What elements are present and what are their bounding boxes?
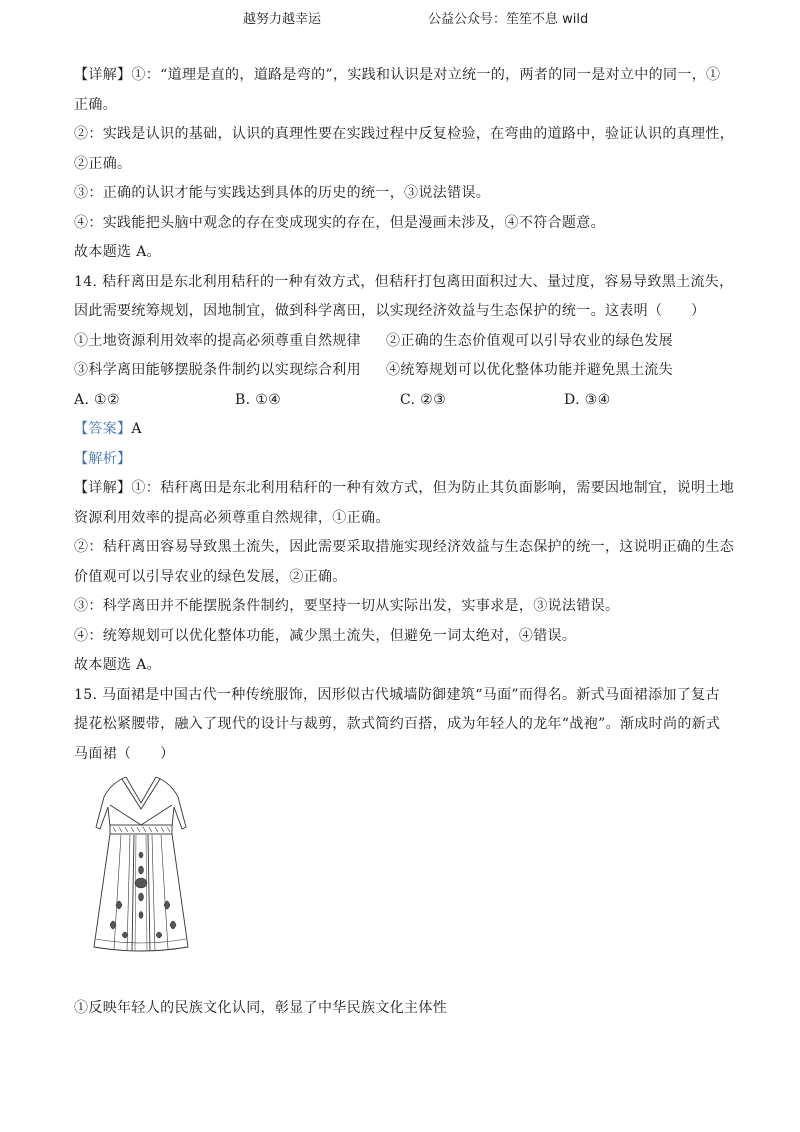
q13-detail-line: 正确。 bbox=[74, 96, 118, 113]
q14-analysis bbox=[74, 445, 734, 475]
q13-detail-line: ②正确。 bbox=[74, 155, 132, 172]
q14-answer bbox=[74, 415, 734, 445]
header-slogan: 越努力越幸运 bbox=[243, 12, 322, 27]
q14-option-d: D. ③④ bbox=[564, 391, 611, 408]
q14-detail-line: 资源利用效率的提高必须尊重自然规律，①正确。 bbox=[74, 509, 390, 526]
document-body bbox=[74, 61, 734, 1024]
q14-statement-2: ②正确的生态价值观可以引导农业的绿色发展 bbox=[386, 332, 673, 349]
q14-option-a: A. ①② bbox=[74, 391, 120, 408]
q13-conclusion: 故本题选 A。 bbox=[74, 244, 162, 260]
analysis-label: 【解析】 bbox=[74, 450, 132, 467]
q13-detail-line: ④：实践能把头脑中观念的存在变成现实的存在，但是漫画未涉及，④不符合题意。 bbox=[74, 214, 605, 231]
q14-statement-4: ④统筹规划可以优化整体功能并避免黑土流失 bbox=[386, 362, 673, 378]
answer-label: 【答案】 bbox=[74, 421, 132, 437]
q14-statements-row bbox=[74, 327, 734, 357]
q13-detail-line: ②：实践是认识的基础，认识的真理性要在实践过程中反复检验，在弯曲的道路中，验证认识的真理性， bbox=[74, 126, 735, 142]
q13-detail-line: ③：正确的认识才能与实践达到具体的历史的统一，③说法错误。 bbox=[74, 185, 491, 201]
mamian-skirt-illustration bbox=[74, 769, 734, 994]
q14-detail-line: 【详解】①：秸秆离田是东北利用秸秆的一种有效方式，但为防止其负面影响，需要因地制宜，说明土地 bbox=[74, 480, 735, 496]
q14-detail-line: ②：秸秆离田容易导致黑土流失，因此需要采取措施实现经济效益与生态保护的统一，这说明正确的生态 bbox=[74, 539, 735, 555]
q15-stem: 15. 马面裙是中国古代一种传统服饰，因形似古代城墙防御建筑“马面”而得名。新式马面裙添加了复古 bbox=[74, 686, 720, 703]
q14-option-b: B. ①④ bbox=[235, 391, 282, 408]
q14-statement-1: ①土地资源利用效率的提高必须尊重自然规律 bbox=[74, 332, 361, 349]
q14-option-c: C. ②③ bbox=[400, 391, 446, 408]
q14-options-row bbox=[74, 386, 734, 416]
q14-detail-line: 价值观可以引导农业的绿色发展，②正确。 bbox=[74, 568, 347, 585]
q15-stem: 马面裙（ ） bbox=[74, 745, 175, 762]
q14-stem: 14. 秸秆离田是东北利用秸秆的一种有效方式，但秸秆打包离田面积过大、量过度，容易导致黑土流失， bbox=[74, 273, 734, 290]
header-account: 公益公众号：笙笙不息 wild bbox=[428, 12, 589, 27]
q15-statement-1: ①反映年轻人的民族文化认同，彰显了中华民族文化主体性 bbox=[74, 1000, 448, 1016]
answer-value: A bbox=[131, 421, 142, 437]
q14-statements-row bbox=[74, 356, 734, 386]
q13-detail-line: 【详解】①：“道理是直的，道路是弯的”，实践和认识是对立统一的，两者的同一是对立中的同一，① bbox=[74, 67, 721, 83]
q15-stem: 提花松紧腰带，融入了现代的设计与裁剪，款式简约百搭，成为年轻人的龙年“战袍”。渐成时尚的新式 bbox=[74, 716, 721, 732]
q14-conclusion: 故本题选 A。 bbox=[74, 657, 162, 673]
q14-stem: 因此需要统筹规划，因地制宜，做到科学离田，以实现经济效益与生态保护的统一。这表明（ ） bbox=[74, 303, 706, 319]
q14-detail-line: ④：统筹规划可以优化整体功能，减少黑土流失，但避免一词太绝对，④错误。 bbox=[74, 627, 577, 644]
q14-statement-3: ③科学离田能够摆脱条件制约以实现综合利用 bbox=[74, 362, 361, 378]
q14-detail-line: ③：科学离田并不能摆脱条件制约，要坚持一切从实际出发，实事求是，③说法错误。 bbox=[74, 598, 620, 614]
page-header bbox=[0, 8, 800, 28]
hanfu-outfit-drawing bbox=[86, 775, 196, 965]
